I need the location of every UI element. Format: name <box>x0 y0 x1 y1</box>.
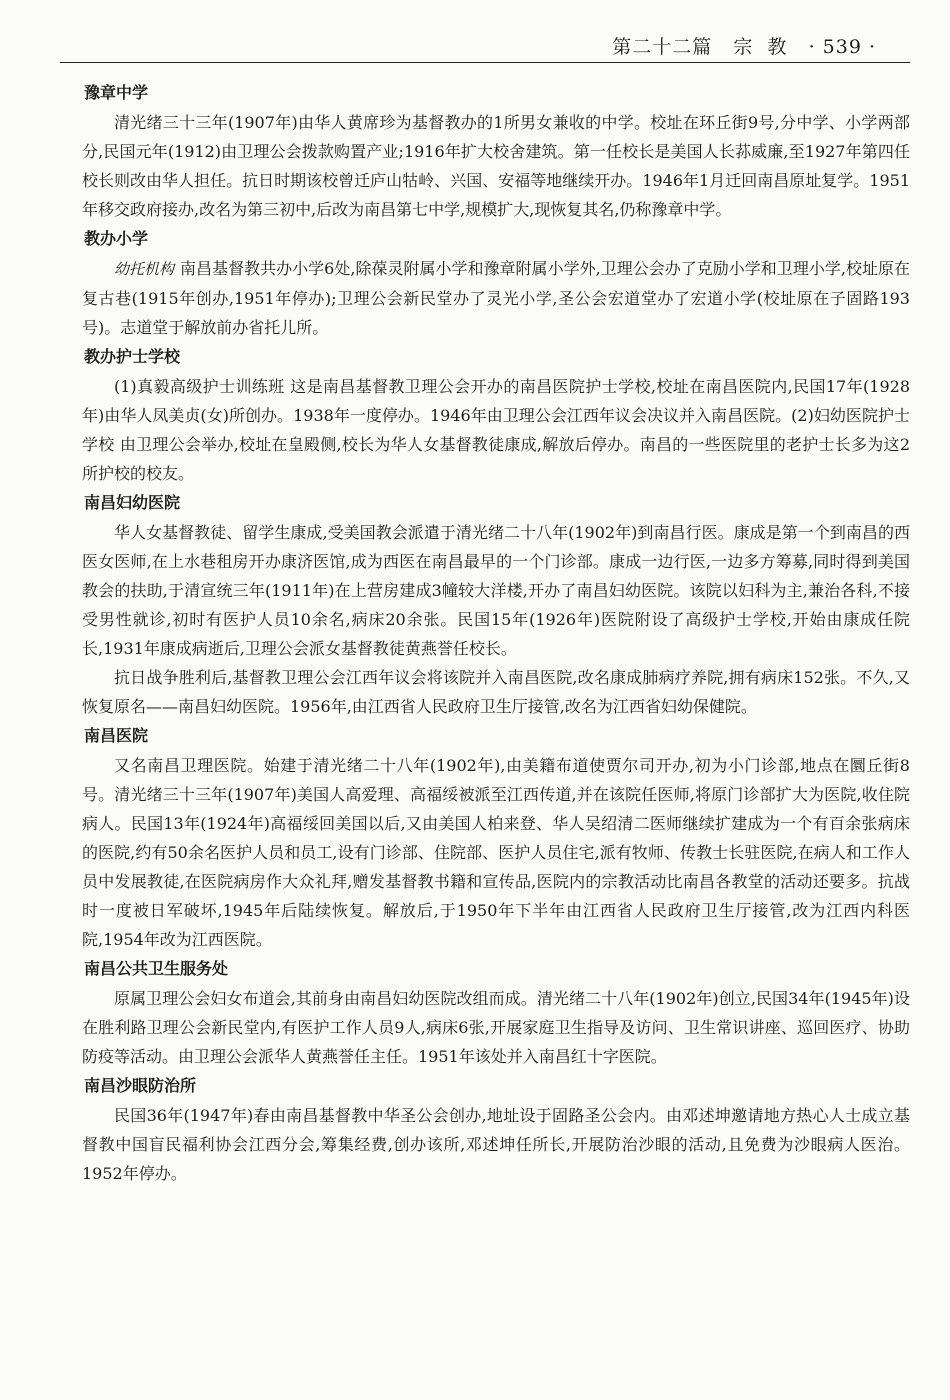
entry-title: 教办护士学校 <box>84 347 181 366</box>
entry-paragraph: 又名南昌卫理医院。始建于清光绪二十八年(1902年),由美籍布道使贾尔司开办,初为小门诊部,地点在圜丘街8号。清光绪三十三年(1907年)美国人高爱理、高福绥被派至江西传道,并在该院任医师,将原门诊部扩大为医院,收住院病人。民国13年(1924年)高福绥回美国以后,又由美国人柏来登、华人吴绍清二医师继续扩建成为一个有百余张病床的医院,约有50余名医护人员和员工,设有门诊部、住院部、医护人员住宅,派有牧师、传教士长驻医院,在病人和工作人员中发展教徒,在医院病房作大众礼拜,赠发基督教书籍和宣传品,医院内的宗教活动比南昌各教堂的活动还要多。抗战时一度被日军破坏,1945年后陆续恢复。解放后,于1950年下半年由江西省人民政府卫生厅接管,改为江西内科医院,1954年改为江西医院。 <box>82 756 910 949</box>
entry-title: 豫章中学 <box>84 83 149 102</box>
entry-paragraph: (1)真毅高级护士训练班 这是南昌基督教卫理公会开办的南昌医院护士学校,校址在南昌医院内,民国17年(1928年)由华人凤美贞(女)所创办。1938年一度停办。1946年由卫理公会江西年议会决议并入南昌医院。(2)妇幼医院护士学校 由卫理公会举办,校址在皇殿侧,校长为华人女基督教徒康成,解放后停办。南昌的一些医院里的老护士长多为这2所护校的校友。 <box>82 377 910 483</box>
entry-paragraph: 清光绪三十三年(1907年)由华人黄席珍为基督教办的1所男女兼收的中学。校址在环丘街9号,分中学、小学两部分,民国元年(1912)由卫理公会拨款购置产业;1916年扩大校舍建筑。第一任校长是美国人长荪威廉,至1927年第四任校长则改由华人担任。抗日时期该校曾迁庐山牯岭、兴国、安福等地继续开办。1946年1月迁回南昌原址复学。1951年移交政府接办,改名为第三初中,后改为南昌第七中学,规模扩大,现恢复其名,仍称豫章中学。 <box>82 113 910 219</box>
entry-yuzhang-school <box>84 78 910 224</box>
entry-title: 南昌沙眼防治所 <box>84 1076 197 1095</box>
entry-maternity-hospital <box>84 488 910 721</box>
entry-trachoma-clinic <box>84 1071 910 1188</box>
entry-paragraph: 华人女基督教徒、留学生康成,受美国教会派遣于清光绪二十八年(1902年)到南昌行医。康成是第一个到南昌的西医女医师,在上水巷租房开办康济医馆,成为西医在南昌最早的一个门诊部。康成一边行医,一边多方筹募,同时得到美国教会的扶助,于清宣统三年(1911年)在上营房建成3幢较大洋楼,开办了南昌妇幼医院。该院以妇科为主,兼治各科,不接受男性就诊,初时有医护人员10余名,病床20余张。民国15年(1926年)医院附设了高级护士学校,开始由康成任院长,1931年康成病逝后,卫理公会派女基督教徒黄燕誉任校长。 <box>82 523 910 658</box>
entry-title: 教办小学 <box>84 229 149 248</box>
section-label: 宗 教 <box>733 36 788 58</box>
page-number: · 539 · <box>808 36 876 58</box>
entry-title: 南昌妇幼医院 <box>84 493 181 512</box>
entry-paragraph: 民国36年(1947年)春由南昌基督教中华圣公会创办,地址设于固路圣公会内。由邓述坤邀请地方热心人士成立基督教中国盲民福利协会江西分会,筹集经费,创办该所,邓述坤任所长,开展防治沙眼的活动,且免费为沙眼病人医治。1952年停办。 <box>82 1106 910 1183</box>
page-body <box>84 78 910 1188</box>
entry-paragraph <box>82 254 910 342</box>
running-header <box>60 30 910 63</box>
entry-nanchang-hospital <box>84 721 910 954</box>
entry-title: 南昌公共卫生服务处 <box>84 959 229 978</box>
paragraph-text: 南昌基督教共办小学6处,除葆灵附属小学和豫章附属小学外,卫理公会办了克励小学和卫理小学,校址原在复古巷(1915年创办,1951年停办);卫理公会新民堂办了灵光小学,圣公会宏道堂办了宏道小学(校址原在子固路193号)。志道堂于解放前办省托儿所。 <box>82 259 910 337</box>
paragraph-lead: 幼托机构 <box>114 260 175 278</box>
entry-paragraph: 抗日战争胜利后,基督教卫理公会江西年议会将该院并入南昌医院,改名康成肺病疗养院,拥有病床152张。不久,又恢复原名——南昌妇幼医院。1956年,由江西省人民政府卫生厅接管,改名为江西省妇幼保健院。 <box>82 668 910 716</box>
entry-paragraph: 原属卫理公会妇女布道会,其前身由南昌妇幼医院改组而成。清光绪二十八年(1902年)创立,民国34年(1945年)设在胜利路卫理公会新民堂内,有医护工作人员9人,病床6张,开展家庭卫生指导及访问、卫生常识讲座、巡回医疗、协助防疫等活动。由卫理公会派华人黄燕誉任主任。1951年该处并入南昌红十字医院。 <box>82 989 910 1066</box>
chapter-label: 第二十二篇 <box>612 36 713 58</box>
entry-church-primary-schools <box>84 224 910 342</box>
entry-public-health-office <box>84 954 910 1071</box>
entry-title: 南昌医院 <box>84 726 149 745</box>
header-text <box>612 32 876 59</box>
entry-nursing-schools <box>84 342 910 488</box>
